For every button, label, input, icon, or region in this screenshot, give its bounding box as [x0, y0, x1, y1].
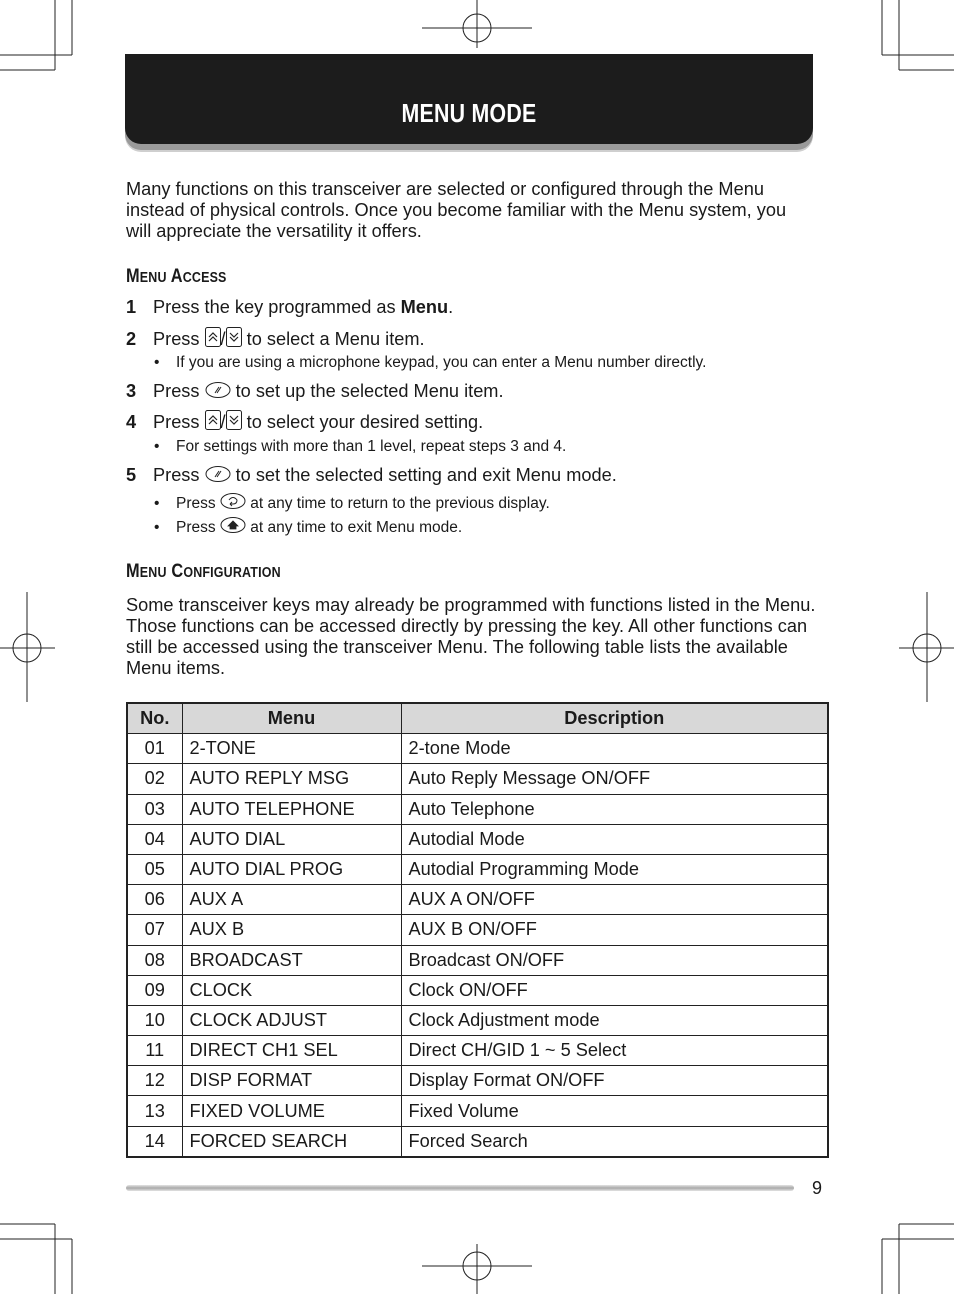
- enter-key-icon: [205, 381, 231, 399]
- column-header-no: No.: [127, 703, 182, 734]
- cell-description: Clock Adjustment mode: [401, 1005, 828, 1035]
- column-header-menu: Menu: [182, 703, 401, 734]
- footer-divider: [126, 1185, 794, 1191]
- cell-description: 2-tone Mode: [401, 734, 828, 764]
- cell-menu: AUTO REPLY MSG: [182, 764, 401, 794]
- cell-description: Direct CH/GID 1 ~ 5 Select: [401, 1036, 828, 1066]
- up-arrow-key-icon: [205, 410, 221, 430]
- table-row: [127, 734, 828, 764]
- table-row: [127, 1005, 828, 1035]
- cell-description: Fixed Volume: [401, 1096, 828, 1126]
- column-header-description: Description: [401, 703, 828, 734]
- cell-no: 02: [127, 764, 182, 794]
- cell-menu: AUTO TELEPHONE: [182, 794, 401, 824]
- table-row: [127, 915, 828, 945]
- cell-description: AUX B ON/OFF: [401, 915, 828, 945]
- cell-no: 03: [127, 794, 182, 824]
- cell-description: Autodial Programming Mode: [401, 854, 828, 884]
- bullet-levels-note: • For settings with more than 1 level, repeat steps 3 and 4.: [154, 438, 567, 455]
- config-paragraph: Some transceiver keys may already be programmed with functions listed in the Menu. Those functions can be accessed directly by pressing the key. All other functions can still be accessed using the transceiver Menu. The following table lists the available Menu items.: [126, 595, 816, 678]
- page-title: MENU MODE: [401, 98, 537, 128]
- table-row: [127, 945, 828, 975]
- cell-no: 11: [127, 1036, 182, 1066]
- cell-description: Forced Search: [401, 1126, 828, 1157]
- table-row: [127, 1096, 828, 1126]
- cell-menu: CLOCK: [182, 975, 401, 1005]
- cell-menu: DIRECT CH1 SEL: [182, 1036, 401, 1066]
- cell-menu: AUTO DIAL PROG: [182, 854, 401, 884]
- cell-no: 04: [127, 824, 182, 854]
- cell-no: 13: [127, 1096, 182, 1126]
- step-3: 3 Press to set up the selected Menu item.: [126, 381, 504, 401]
- cell-menu: BROADCAST: [182, 945, 401, 975]
- down-arrow-key-icon: [226, 327, 242, 347]
- step-2: 2 Press / to select a Menu item.: [126, 329, 425, 349]
- cell-no: 06: [127, 885, 182, 915]
- enter-key-icon: [205, 465, 231, 483]
- table-row: [127, 794, 828, 824]
- table-header-row: [127, 703, 828, 734]
- cell-description: AUX A ON/OFF: [401, 885, 828, 915]
- bullet-back-note: • Press at any time to return to the previous display.: [154, 492, 550, 513]
- cell-no: 07: [127, 915, 182, 945]
- chapter-banner: [125, 54, 813, 144]
- step-5: 5 Press to set the selected setting and exit Menu mode.: [126, 465, 617, 485]
- up-arrow-key-icon: [205, 327, 221, 347]
- cell-menu: AUX A: [182, 885, 401, 915]
- cell-menu: AUTO DIAL: [182, 824, 401, 854]
- cell-description: Autodial Mode: [401, 824, 828, 854]
- section-heading-menu-configuration: MENU CONFIGURATION: [126, 561, 281, 582]
- bullet-keypad-note: • If you are using a microphone keypad, you can enter a Menu number directly.: [154, 354, 707, 371]
- step-1: 1 Press the key programmed as Menu.: [126, 297, 454, 317]
- cell-no: 01: [127, 734, 182, 764]
- home-key-icon: [220, 516, 246, 534]
- cell-no: 09: [127, 975, 182, 1005]
- back-key-icon: [220, 492, 246, 510]
- table-row: [127, 824, 828, 854]
- section-heading-menu-access: MENU ACCESS: [126, 266, 227, 287]
- table-row: [127, 1066, 828, 1096]
- cell-no: 05: [127, 854, 182, 884]
- cell-menu: 2-TONE: [182, 734, 401, 764]
- down-arrow-key-icon: [226, 410, 242, 430]
- intro-paragraph: Many functions on this transceiver are selected or configured through the Menu instead of physical controls. Once you become familiar with the Menu system, you will appreciate the versatility it offers.: [126, 179, 787, 241]
- cell-no: 14: [127, 1126, 182, 1157]
- table-row: [127, 885, 828, 915]
- cell-description: Broadcast ON/OFF: [401, 945, 828, 975]
- cell-no: 08: [127, 945, 182, 975]
- cell-description: Auto Telephone: [401, 794, 828, 824]
- cell-menu: FORCED SEARCH: [182, 1126, 401, 1157]
- menu-items-table: [126, 702, 829, 1158]
- table-row: [127, 1036, 828, 1066]
- table-row: [127, 1126, 828, 1157]
- table-row: [127, 764, 828, 794]
- cell-description: Display Format ON/OFF: [401, 1066, 828, 1096]
- cell-menu: AUX B: [182, 915, 401, 945]
- cell-no: 12: [127, 1066, 182, 1096]
- step-4: 4 Press / to select your desired setting.: [126, 412, 484, 432]
- cell-description: Clock ON/OFF: [401, 975, 828, 1005]
- table-row: [127, 854, 828, 884]
- bullet-exit-note: • Press at any time to exit Menu mode.: [154, 516, 462, 537]
- cell-menu: CLOCK ADJUST: [182, 1005, 401, 1035]
- page-number: 9: [812, 1178, 823, 1198]
- cell-no: 10: [127, 1005, 182, 1035]
- cell-menu: FIXED VOLUME: [182, 1096, 401, 1126]
- table-row: [127, 975, 828, 1005]
- cell-menu: DISP FORMAT: [182, 1066, 401, 1096]
- cell-description: Auto Reply Message ON/OFF: [401, 764, 828, 794]
